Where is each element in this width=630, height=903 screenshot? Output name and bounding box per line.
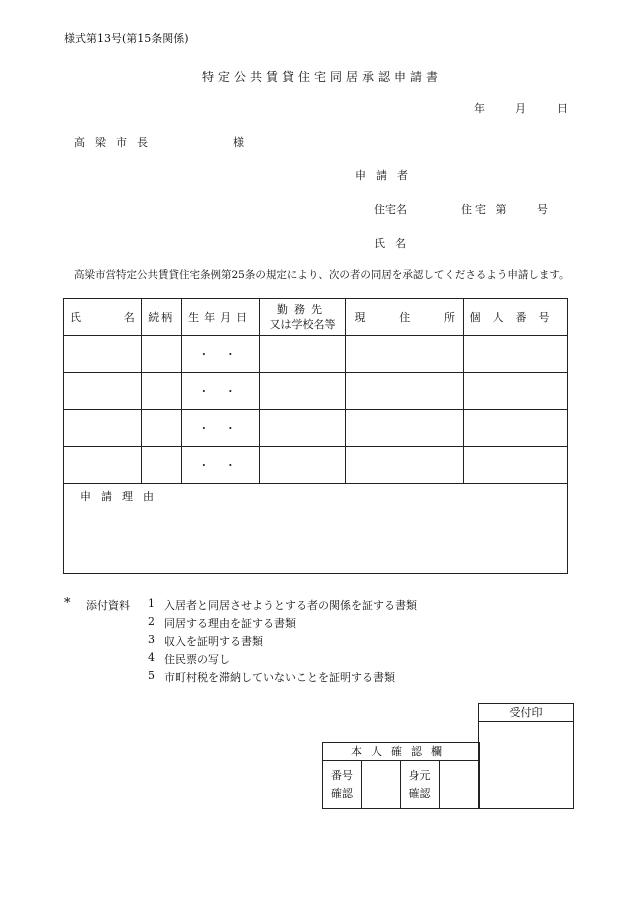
reason-cell[interactable] <box>64 484 568 574</box>
header-address-1: 現 <box>354 311 366 324</box>
addressee-suffix: 様 <box>233 136 244 149</box>
number-check-line2: 確認 <box>331 787 353 800</box>
cohabitant-table <box>63 298 568 574</box>
number-check-label <box>323 767 361 803</box>
cell-address[interactable] <box>346 447 464 484</box>
identity-check-label <box>400 761 438 808</box>
cell-workplace[interactable] <box>259 447 346 484</box>
receipt-stamp-label: 受付印 <box>479 704 573 722</box>
attachment-no-3: 3 <box>148 633 155 646</box>
date-year: 年 <box>474 102 485 115</box>
identity-check-line2: 確認 <box>408 787 431 800</box>
header-address-3: 所 <box>444 311 456 324</box>
form-number: 様式第13号(第15条関係) <box>64 32 189 45</box>
number-check-field[interactable] <box>361 761 400 808</box>
cell-name[interactable] <box>64 373 142 410</box>
attachment-text-3: 収入を証明する書類 <box>164 635 263 648</box>
cell-address[interactable] <box>346 410 464 447</box>
attachment-text-1: 入居者と同居させようとする者の関係を証する書類 <box>164 599 417 612</box>
date-day: 日 <box>557 102 568 115</box>
cell-birth[interactable]: ・ ・ <box>181 410 259 447</box>
addressee-name: 高梁市長 <box>74 136 158 149</box>
header-id-number: 個人番号 <box>464 299 568 336</box>
cell-id-number[interactable] <box>464 373 568 410</box>
applicant-label: 申請者 <box>355 169 418 182</box>
header-workplace-line1: 勤務先 <box>277 303 329 316</box>
header-name <box>64 299 142 336</box>
identity-check-field[interactable] <box>439 761 479 808</box>
header-relation: 続柄 <box>141 299 181 336</box>
cell-id-number[interactable] <box>464 336 568 373</box>
identity-check-title: 本人確認欄 <box>323 743 479 761</box>
header-birth: 生年月日 <box>181 299 259 336</box>
cell-workplace[interactable] <box>259 336 346 373</box>
housing-number: 住宅 第 <box>461 203 510 216</box>
cell-name[interactable] <box>64 410 142 447</box>
housing-number-suffix: 号 <box>537 203 548 216</box>
reason-label: 申請理由 <box>80 490 164 503</box>
cell-relation[interactable] <box>141 336 181 373</box>
cell-birth[interactable]: ・ ・ <box>181 373 259 410</box>
receipt-stamp-box[interactable] <box>478 703 574 809</box>
cell-birth[interactable]: ・ ・ <box>181 336 259 373</box>
table-row <box>64 447 568 484</box>
cell-name[interactable] <box>64 447 142 484</box>
cell-id-number[interactable] <box>464 410 568 447</box>
date-month: 月 <box>515 102 526 115</box>
applicant-name-label: 氏名 <box>374 237 416 250</box>
cell-address[interactable] <box>346 336 464 373</box>
cell-workplace[interactable] <box>259 373 346 410</box>
attachment-no-1: 1 <box>148 597 155 610</box>
header-workplace <box>259 299 346 336</box>
attachments-label: 添付資料 <box>86 599 130 612</box>
cell-relation[interactable] <box>141 410 181 447</box>
header-name-1: 氏 <box>70 311 81 324</box>
identity-check-box <box>322 742 480 809</box>
cell-relation[interactable] <box>141 447 181 484</box>
table-row <box>64 336 568 373</box>
header-name-2: 名 <box>123 311 135 324</box>
attachment-text-2: 同居する理由を証する書類 <box>164 617 296 630</box>
header-workplace-line2: 又は学校名等 <box>269 318 336 331</box>
number-check-line1: 番号 <box>331 769 353 782</box>
cell-name[interactable] <box>64 336 142 373</box>
housing-label: 住宅名 <box>374 203 407 216</box>
header-address-2: 住 <box>399 311 411 324</box>
attachments-asterisk: * <box>64 596 71 611</box>
attachment-text-5: 市町村税を滞納していないことを証明する書類 <box>164 671 395 684</box>
cell-workplace[interactable] <box>259 410 346 447</box>
attachment-no-2: 2 <box>148 615 155 628</box>
cell-birth[interactable]: ・ ・ <box>181 447 259 484</box>
table-row <box>64 373 568 410</box>
table-row <box>64 410 568 447</box>
statement: 高梁市営特定公共賃貸住宅条例第25条の規定により、次の者の同居を承認してくださるよう申請します。 <box>74 269 570 281</box>
attachment-no-5: 5 <box>148 669 155 682</box>
attachment-text-4: 住民票の写し <box>164 653 230 666</box>
cell-address[interactable] <box>346 373 464 410</box>
identity-check-line1: 身元 <box>408 769 431 782</box>
attachment-no-4: 4 <box>148 651 155 664</box>
cell-id-number[interactable] <box>464 447 568 484</box>
page-title: 特定公共賃貸住宅同居承認申請書 <box>202 70 443 84</box>
cell-relation[interactable] <box>141 373 181 410</box>
header-address <box>346 299 464 336</box>
